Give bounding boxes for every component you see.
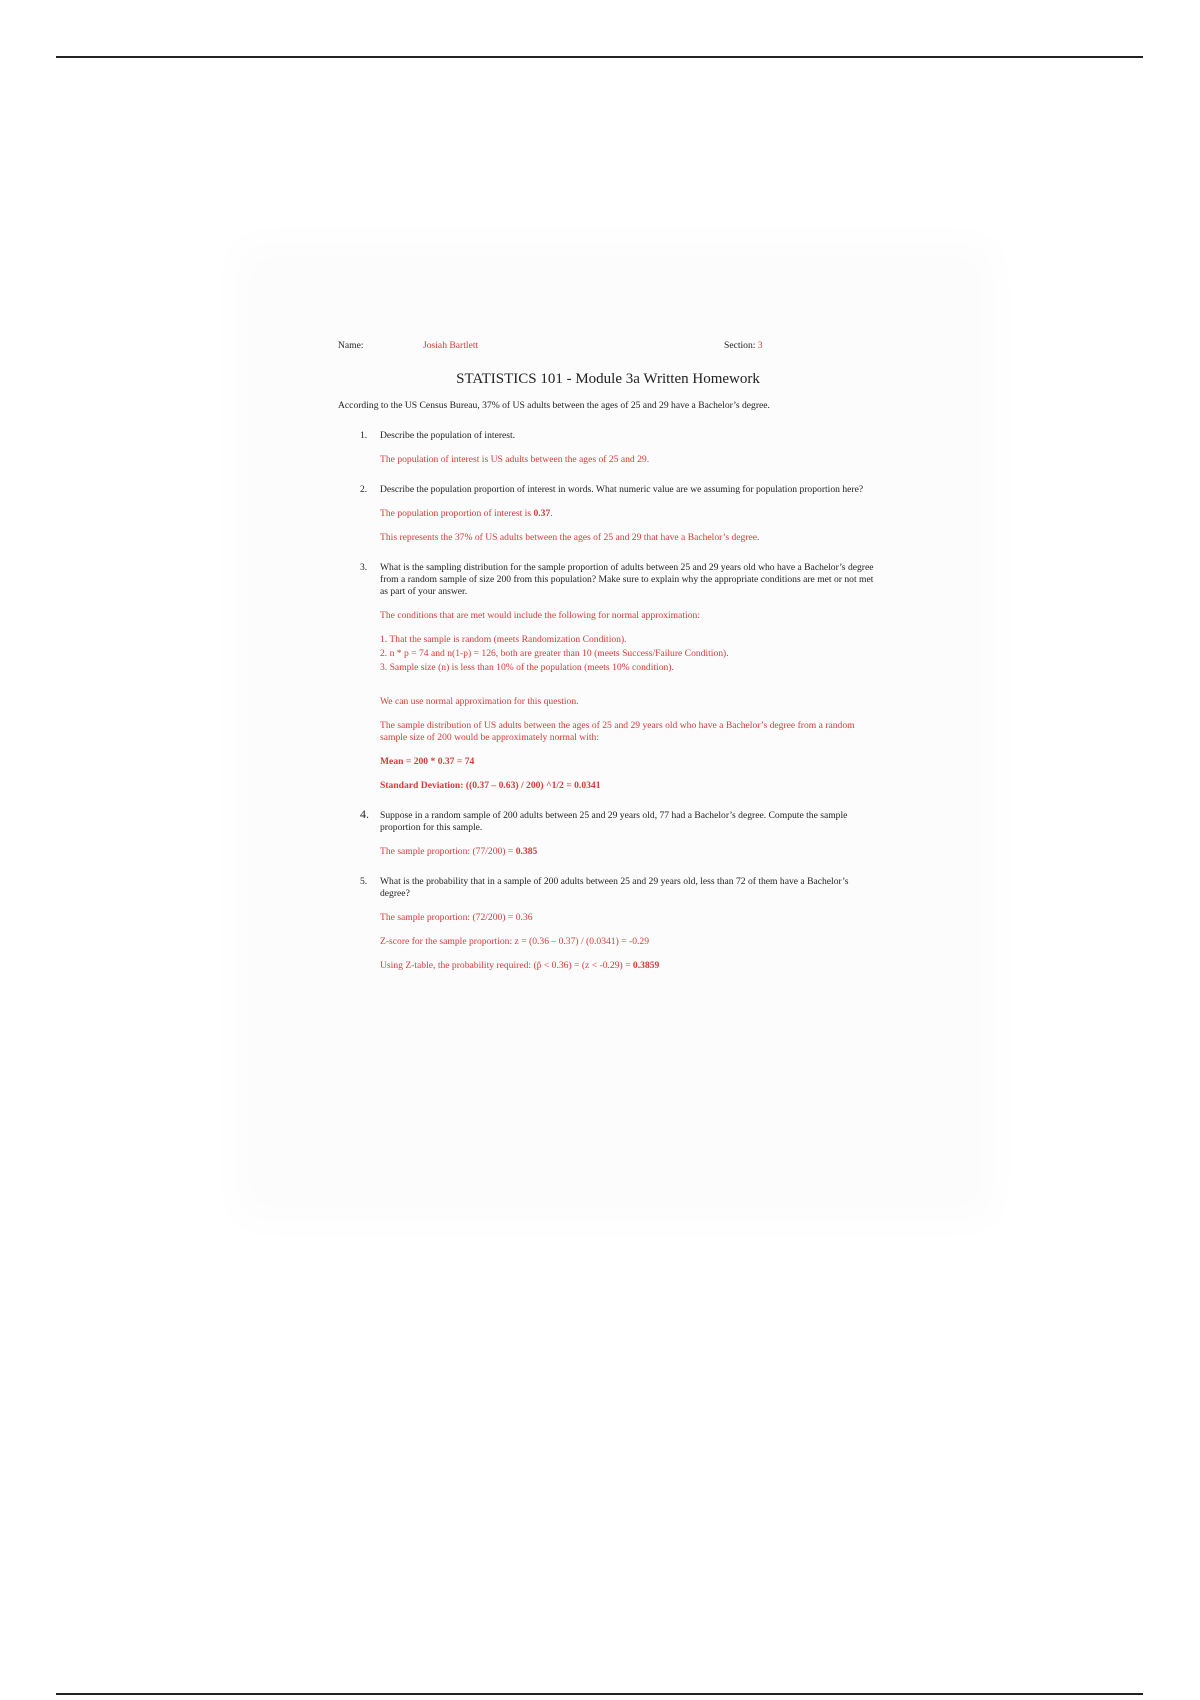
question-2	[338, 484, 878, 496]
answer-value: 0.3859	[632, 960, 660, 971]
homework-document	[338, 340, 878, 972]
sd-formula	[338, 780, 878, 792]
answer-5-zscore: Z-score for the sample proportion: z = (0.36 – 0.37) / (0.0341) = -0.29	[380, 936, 649, 947]
question-text: Describe the population of interest.	[380, 430, 516, 441]
intro-text: According to the US Census Bureau, 37% of US adults between the ages of 25 and 29 have a Bachelor’s degree.	[338, 400, 770, 411]
bottom-rule	[56, 1693, 1143, 1695]
answer-4	[338, 846, 878, 858]
answer-text: The sample proportion: (77/200) =	[380, 846, 516, 857]
question-text: Describe the population proportion of interest in words. What numeric value are we assuming for population proportion here?	[380, 484, 864, 495]
answer-2	[338, 508, 878, 520]
section-value: 3	[757, 340, 763, 351]
question-text: What is the sampling distribution for the sample proportion of adults between 25 and 29 years old who have a Bachelor’s degree from a random sample of size 200 from this population? Make sure to explain why the appropriate conditions are met or not met as part of your answer.	[380, 562, 874, 597]
answer-text: Using Z-table, the probability required: (p̂ < 0.36) = (z < -0.29) =	[380, 960, 633, 971]
question-1	[338, 430, 878, 442]
answer-suffix: .	[550, 508, 553, 519]
answer-5-proportion: The sample proportion: (72/200) = 0.36	[380, 912, 533, 923]
question-text: What is the probability that in a sample of 200 adults between 25 and 29 years old, less than 72 of them have a Bachelor’s degree?	[380, 876, 849, 899]
condition-3: 3. Sample size (n) is less than 10% of the population (meets 10% condition).	[380, 662, 674, 673]
condition-1: 1. That the sample is random (meets Randomization Condition).	[380, 634, 627, 645]
answer-1: The population of interest is US adults between the ages of 25 and 29.	[380, 454, 650, 465]
sd-value: Standard Deviation: ((0.37 – 0.63) / 200) ^1/2 = 0.0341	[380, 780, 601, 791]
document-title: STATISTICS 101 - Module 3a Written Homework	[456, 371, 760, 387]
header-row	[338, 340, 878, 354]
answer-5-probability	[338, 960, 878, 972]
section-label: Section:	[724, 340, 756, 351]
question-number: 5.	[360, 876, 368, 887]
question-4	[338, 807, 878, 834]
mean-value: Mean = 200 * 0.37 = 74	[380, 756, 475, 767]
question-text: Suppose in a random sample of 200 adults between 25 and 29 years old, 77 had a Bachelor’s degree. Compute the sample proportion for this sample.	[380, 810, 848, 833]
name-value: Josiah Bartlett	[423, 340, 479, 351]
top-rule	[56, 56, 1143, 58]
mean-formula	[338, 756, 878, 768]
question-number: 3.	[360, 562, 368, 573]
question-number: 4.	[360, 807, 369, 821]
answer-value: 0.385	[515, 846, 538, 857]
condition-2: 2. n * p = 74 and n(1-p) = 126, both are greater than 10 (meets Success/Failure Condition).	[380, 648, 729, 659]
conditions-intro: The conditions that are met would include the following for normal approximation:	[380, 610, 700, 621]
answer-value: 0.37	[533, 508, 551, 519]
distribution-text: The sample distribution of US adults between the ages of 25 and 29 years old who have a Bachelor’s degree from a random sample size of 200 would be approximately normal with:	[380, 720, 855, 743]
answer-2-explanation: This represents the 37% of US adults between the ages of 25 and 29 that have a Bachelor’s degree.	[380, 532, 760, 543]
section-field	[724, 340, 763, 352]
question-number: 1.	[360, 430, 368, 441]
answer-text: The population proportion of interest is	[380, 508, 534, 519]
question-number: 2.	[360, 484, 368, 495]
conclusion: We can use normal approximation for this question.	[380, 696, 579, 707]
name-label: Name:	[338, 340, 364, 351]
question-5	[338, 876, 878, 900]
question-3	[338, 562, 878, 598]
